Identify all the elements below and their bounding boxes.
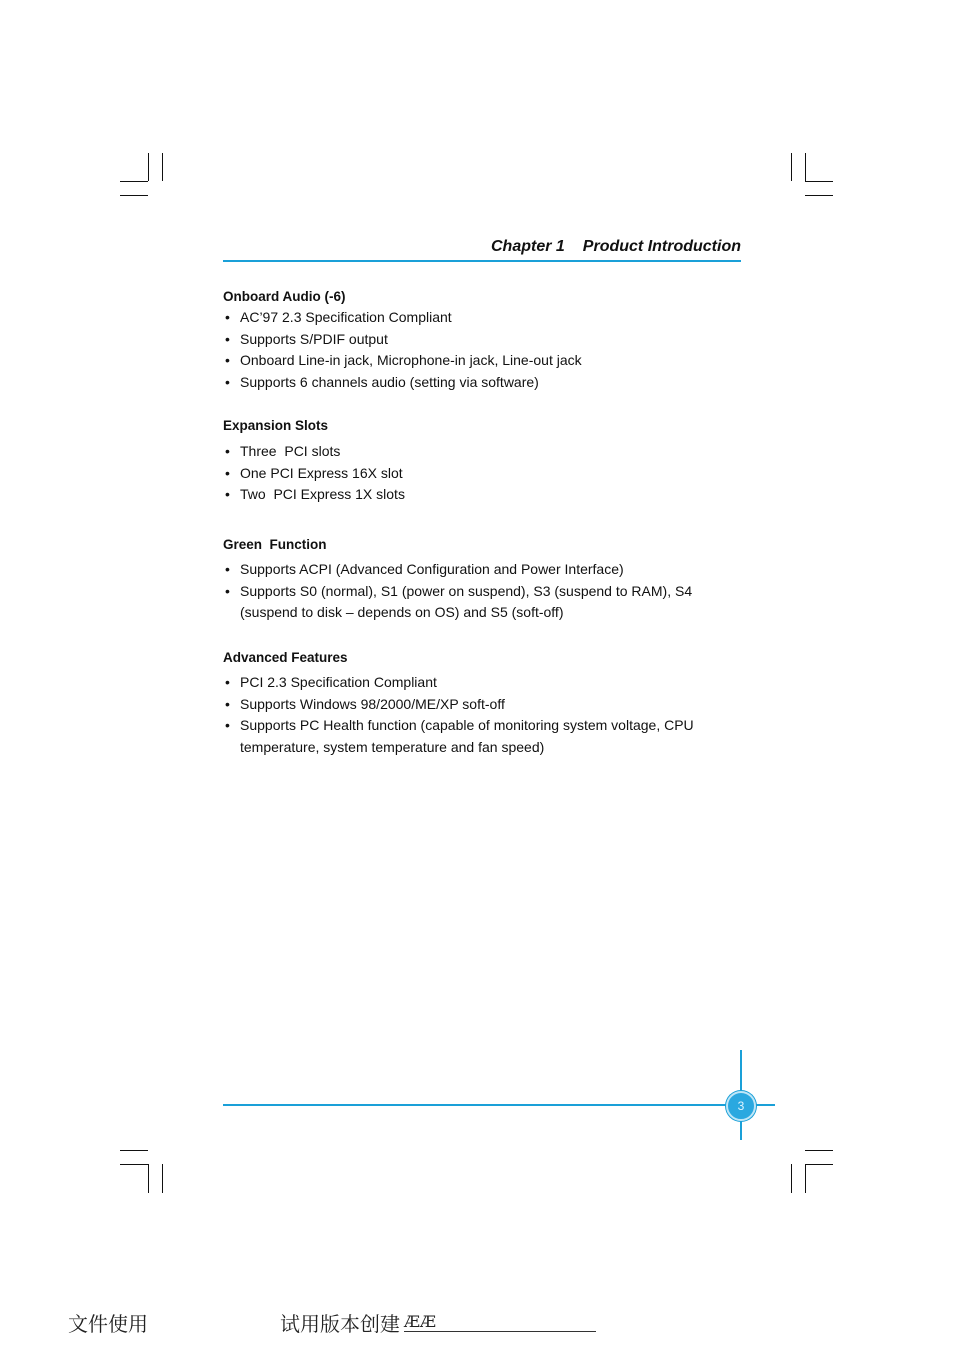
bullet: • bbox=[225, 582, 230, 599]
crop-mark bbox=[805, 1150, 833, 1151]
crop-mark bbox=[162, 1164, 163, 1193]
list-item: • One PCI Express 16X slot bbox=[223, 463, 743, 485]
list-item: • Supports PC Health function (capable of monitoring system voltage, CPU temperature, system temperature and fan speed) bbox=[225, 717, 694, 756]
page-number: 3 bbox=[726, 1091, 756, 1121]
chapter-title: Product Introduction bbox=[582, 238, 741, 255]
bullet: • bbox=[225, 695, 230, 712]
feature-list bbox=[223, 672, 723, 759]
bullet: • bbox=[225, 309, 230, 325]
crop-mark bbox=[791, 1164, 792, 1193]
crop-mark bbox=[148, 153, 149, 181]
bullet: • bbox=[225, 464, 230, 481]
header-rule bbox=[223, 260, 741, 262]
crop-mark bbox=[805, 1164, 806, 1193]
section-heading: Onboard Audio (-6) bbox=[223, 289, 346, 304]
section-green-function bbox=[223, 536, 743, 624]
bullet: • bbox=[225, 717, 230, 734]
chapter-label: Chapter 1 bbox=[491, 238, 565, 255]
crop-mark bbox=[805, 181, 833, 182]
section-heading: Green Function bbox=[223, 537, 327, 552]
bullet: • bbox=[225, 374, 230, 391]
section-heading: Expansion Slots bbox=[223, 418, 329, 433]
feature-list bbox=[223, 307, 743, 394]
crop-mark bbox=[148, 1164, 149, 1193]
feature-list bbox=[223, 441, 743, 506]
crop-mark bbox=[805, 1164, 833, 1165]
watermark-underline bbox=[404, 1331, 596, 1332]
watermark-mark: ÆÆ bbox=[404, 1312, 437, 1331]
bullet: • bbox=[225, 330, 230, 347]
section-heading: Advanced Features bbox=[223, 650, 348, 665]
list-item: • Supports ACPI (Advanced Configuration and Power Interface) bbox=[223, 559, 723, 581]
list-item: • Supports S0 (normal), S1 (power on suspend), S3 (suspend to RAM), S4 (suspend to disk – depends on OS) and S5 (soft-off) bbox=[225, 582, 693, 621]
bullet: • bbox=[225, 443, 230, 459]
bullet: • bbox=[225, 561, 230, 577]
watermark-right: 试用版本创建 bbox=[280, 1312, 400, 1336]
crop-mark bbox=[805, 195, 833, 196]
list-item: • Two PCI Express 1X slots bbox=[223, 484, 743, 506]
list-item: • Supports 6 channels audio (setting via software) bbox=[223, 372, 743, 394]
crop-mark bbox=[120, 181, 148, 182]
list-item: • Three PCI slots bbox=[223, 441, 743, 463]
section-expansion-slots bbox=[223, 417, 743, 506]
crop-mark bbox=[120, 1164, 148, 1165]
section-onboard-audio bbox=[223, 288, 743, 394]
feature-list bbox=[223, 559, 723, 624]
crop-mark bbox=[805, 153, 806, 181]
bullet: • bbox=[225, 674, 230, 690]
crop-mark bbox=[162, 153, 163, 181]
list-item: • PCI 2.3 Specification Compliant bbox=[223, 672, 723, 694]
section-advanced-features bbox=[223, 649, 743, 759]
watermark-left: 文件使用 bbox=[68, 1312, 148, 1336]
bullet: • bbox=[225, 352, 230, 369]
footer-rule bbox=[223, 1104, 775, 1106]
running-header bbox=[223, 238, 741, 256]
crop-mark bbox=[120, 1150, 148, 1151]
list-item: • AC’97 2.3 Specification Compliant bbox=[223, 307, 743, 329]
crop-mark bbox=[791, 153, 792, 181]
bullet: • bbox=[225, 486, 230, 503]
list-item: • Supports Windows 98/2000/ME/XP soft-off bbox=[223, 694, 723, 716]
list-item: • Onboard Line-in jack, Microphone-in jack, Line-out jack bbox=[223, 350, 743, 372]
crop-mark bbox=[120, 195, 148, 196]
list-item: • Supports S/PDIF output bbox=[223, 329, 743, 351]
